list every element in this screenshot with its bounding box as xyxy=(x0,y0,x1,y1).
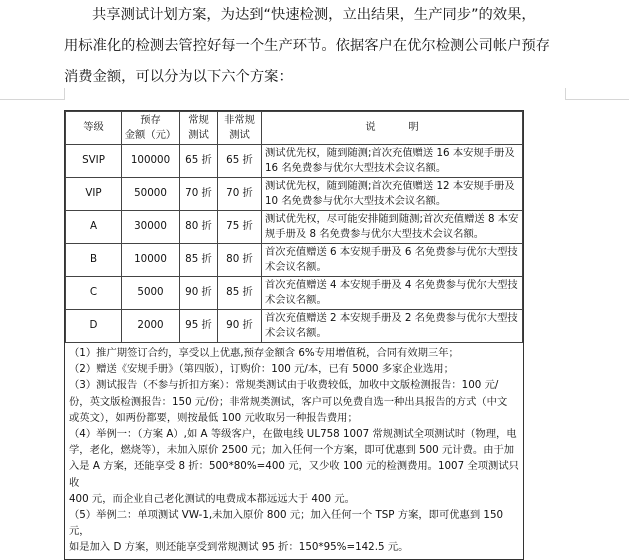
guide-horizontal-right xyxy=(565,99,629,100)
description-line: 术会议名额。 xyxy=(265,261,327,273)
note-line: （5）举例二：单项测试 VW-1,未加入原价 800 元；加入任何一个 TSP 方案，即可优惠到 150 元， xyxy=(69,509,504,538)
description-line: 术会议名额。 xyxy=(265,294,327,306)
cell-level: VIP xyxy=(66,178,122,211)
note-line: （1）推广期签订合约，享受以上优惠,预存金额含 6%专用增值税，合同有效期三年； xyxy=(69,347,459,359)
description-line: 10 名免费参与优尔大型技术会议名额。 xyxy=(265,195,447,207)
cell-deposit: 30000 xyxy=(122,211,180,244)
cell-description xyxy=(262,310,523,343)
plan-table xyxy=(65,111,523,343)
cell-level: C xyxy=(66,277,122,310)
notes-section xyxy=(65,343,523,559)
cell-nonregular: 90 折 xyxy=(218,310,262,343)
description-line: 16 名免费参与优尔大型技术会议名额。 xyxy=(265,162,447,174)
intro-paragraph xyxy=(64,0,624,93)
cell-nonregular: 65 折 xyxy=(218,145,262,178)
note-line: 入是 A 方案，还能享受 8 折：500*80%=400 元，又少收 100 元的检测费用。1007 全项测试只收 xyxy=(69,460,519,489)
cell-level: D xyxy=(66,310,122,343)
cell-level: A xyxy=(66,211,122,244)
cell-nonregular: 80 折 xyxy=(218,244,262,277)
header-level: 等级 xyxy=(66,112,122,145)
note-line: 份，英文版检测报告：150 元/份；非常规类测试，客户可以免费自选一种出具报告的方式（中文 xyxy=(69,395,508,408)
note-line: （4）举例一：（方案 A）,如 A 等级客户，在做电线 UL758 1007 常规测试全项测试时（物理，电 xyxy=(69,428,517,441)
plan-document-box xyxy=(64,110,524,560)
cell-nonregular: 85 折 xyxy=(218,277,262,310)
cell-regular: 65 折 xyxy=(180,145,218,178)
table-row xyxy=(66,178,523,211)
cell-deposit: 50000 xyxy=(122,178,180,211)
description-line: 术会议名额。 xyxy=(265,327,327,339)
cell-description xyxy=(262,211,523,244)
cell-regular: 95 折 xyxy=(180,310,218,343)
note-line: （2）赠送《安规手册》（第四版），订购价：100 元/本，已有 5000 多家企业选用； xyxy=(69,363,454,376)
table-row xyxy=(66,211,523,244)
cell-regular: 80 折 xyxy=(180,211,218,244)
cell-level: SVIP xyxy=(66,145,122,178)
cell-nonregular: 70 折 xyxy=(218,178,262,211)
cell-regular: 90 折 xyxy=(180,277,218,310)
table-row xyxy=(66,310,523,343)
cell-deposit: 10000 xyxy=(122,244,180,277)
description-line: 首次充值赠送 2 本安规手册及 2 名免费参与优尔大型技 xyxy=(265,311,518,324)
description-line: 规手册及 8 名免费参与优尔大型技术会议名额。 xyxy=(265,228,485,240)
description-line: 首次充值赠送 4 本安规手册及 4 名免费参与优尔大型技 xyxy=(265,278,518,291)
intro-line: 共享测试计划方案，为达到“快速检测，立出结果，生产同步”的效果， xyxy=(92,7,536,23)
description-line: 测试优先权，随到随测;首次充值赠送 12 本安规手册及 xyxy=(265,179,515,192)
description-line: 测试优先权，尽可能安排随到随测;首次充值赠送 8 本安 xyxy=(265,212,519,225)
guide-horizontal-left xyxy=(0,99,64,100)
table-row xyxy=(66,145,523,178)
cell-deposit: 2000 xyxy=(122,310,180,343)
cell-description xyxy=(262,277,523,310)
header-deposit: 预存 金额（元） xyxy=(122,112,180,145)
description-line: 测试优先权，随到随测;首次充值赠送 16 本安规手册及 xyxy=(265,146,515,159)
header-regular-test: 常规 测试 xyxy=(180,112,218,145)
cell-deposit: 5000 xyxy=(122,277,180,310)
description-line: 首次充值赠送 6 本安规手册及 6 名免费参与优尔大型技 xyxy=(265,245,518,258)
note-line: 如是加入 D 方案，则还能享受到常规测试 95 折：150*95%=142.5 元。 xyxy=(69,541,409,554)
table-row xyxy=(66,277,523,310)
cell-deposit: 100000 xyxy=(122,145,180,178)
table-header-row xyxy=(66,112,523,145)
note-line: 400 元，而企业自己老化测试的电费成本都远远大于 400 元。 xyxy=(69,492,355,505)
note-line: （3）测试报告（不参与折扣方案）：常规类测试由于收费较低，加收中文版检测报告：100 元/ xyxy=(69,379,499,392)
intro-line: 用标准化的检测去管控好每一个生产环节。依据客户在优尔检测公司帐户预存 xyxy=(64,38,551,54)
cell-regular: 70 折 xyxy=(180,178,218,211)
note-line: 学，老化，燃烧等），未加入原价 2500 元；加入任何一个方案，即可优惠到 500 元计费。由于加 xyxy=(69,444,515,457)
cell-regular: 85 折 xyxy=(180,244,218,277)
intro-line: 消费金额，可以分为以下六个方案： xyxy=(64,69,293,85)
cell-level: B xyxy=(66,244,122,277)
header-description: 说 明 xyxy=(262,112,523,145)
cell-description xyxy=(262,178,523,211)
cell-nonregular: 75 折 xyxy=(218,211,262,244)
cell-description xyxy=(262,244,523,277)
header-nonregular-test: 非常规 测试 xyxy=(218,112,262,145)
note-line: 或英文），如两份都要，则按最低 100 元收取另一种报告费用； xyxy=(69,411,358,424)
table-row xyxy=(66,244,523,277)
cell-description xyxy=(262,145,523,178)
